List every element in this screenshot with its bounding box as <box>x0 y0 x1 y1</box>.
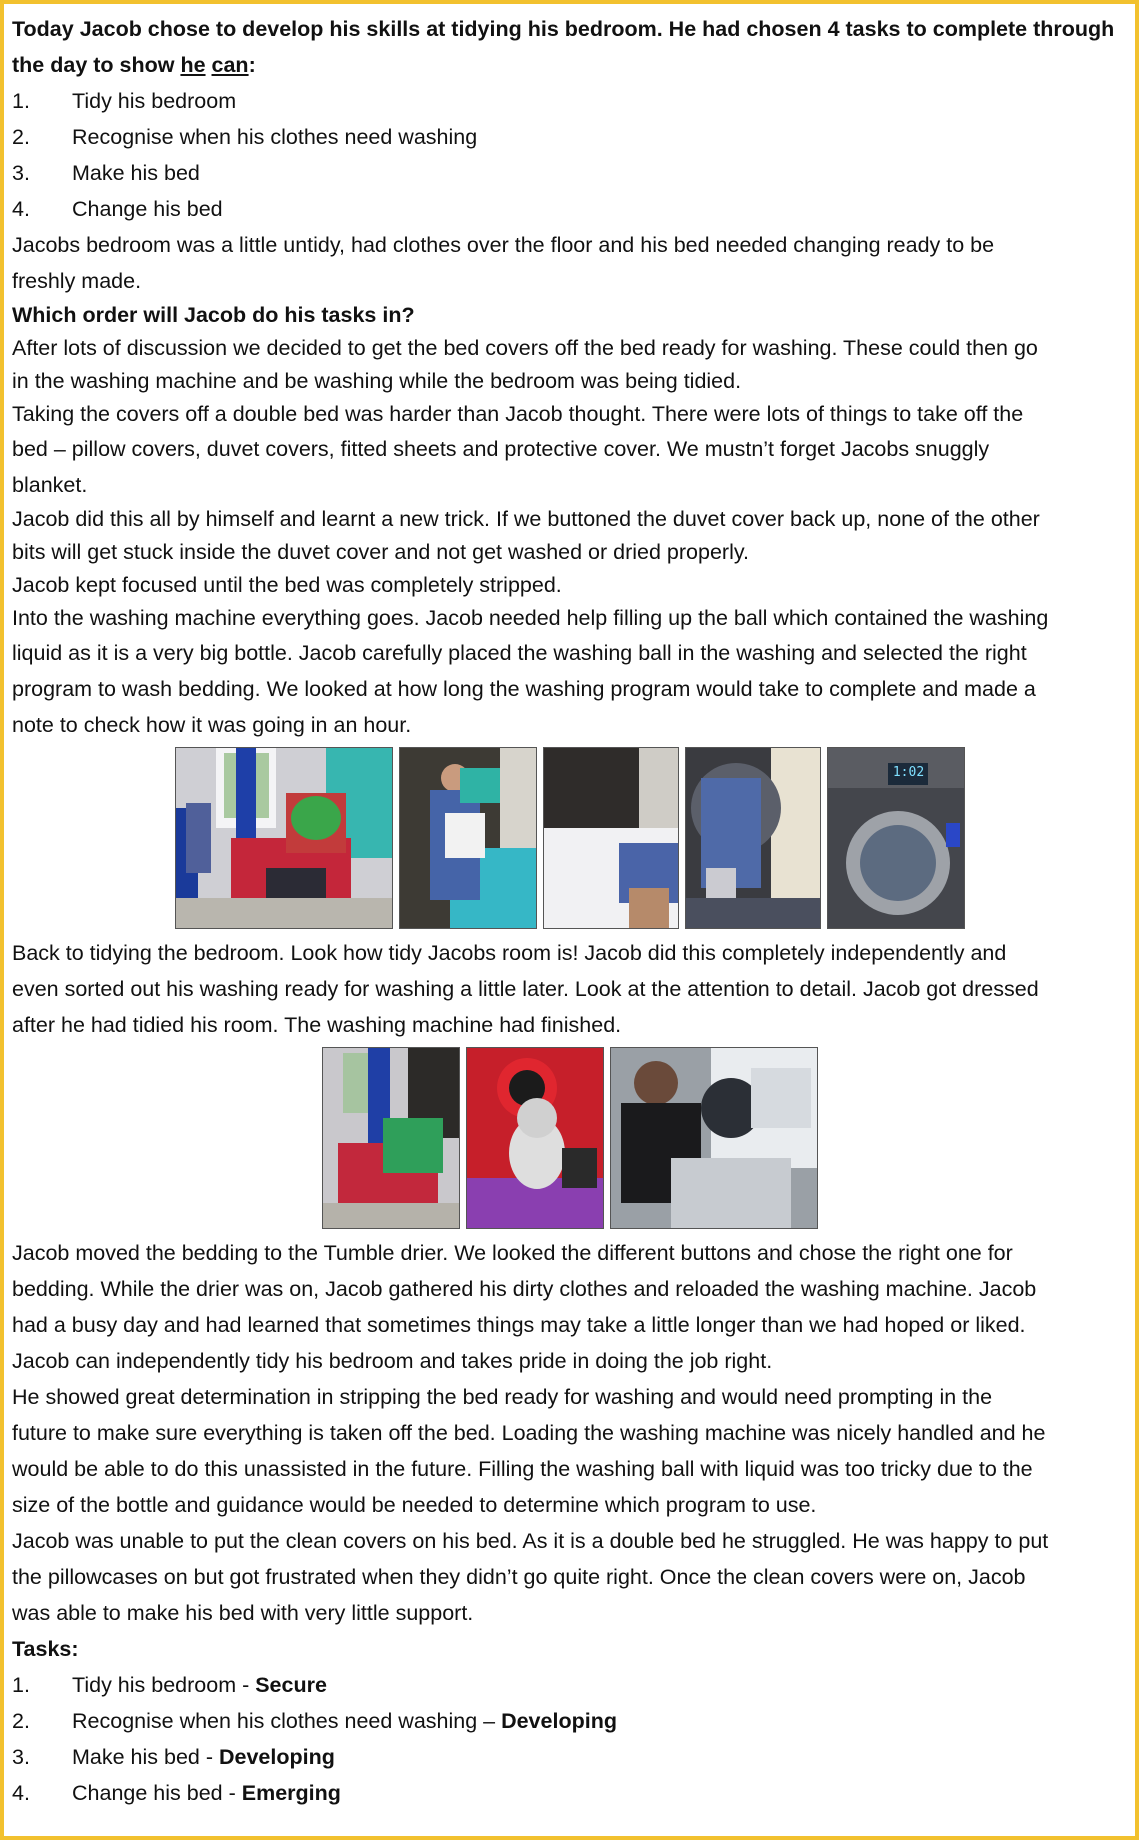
result-level: Developing <box>218 1745 335 1769</box>
paragraph-line: Taking the covers off a double bed was harder than Jacob thought. There were lots of things to take off the <box>12 402 1024 426</box>
paragraph-line: bedding. While the drier was on, Jacob gathered his dirty clothes and reloaded the washing machine. Jacob <box>12 1277 1037 1301</box>
paragraph-line: Back to tidying the bedroom. Look how tidy Jacobs room is! Jacob did this completely independently and <box>12 941 1007 965</box>
paragraph-line: After lots of discussion we decided to get the bed covers off the bed ready for washing. These could then go <box>12 336 1038 360</box>
paragraph-line: would be able to do this unassisted in the future. Filling the washing ball with liquid was too tricky due to the <box>12 1457 1033 1481</box>
intro-text: the day to show <box>12 53 181 77</box>
task-number: 3. <box>12 161 30 185</box>
underlined-can: can <box>211 53 249 77</box>
intro-colon: : <box>248 53 256 77</box>
paragraph-line: program to wash bedding. We looked at how long the washing program would take to complete and made a <box>12 677 1036 701</box>
paragraph-line: after he had tidied his room. The washing machine had finished. <box>12 1013 622 1037</box>
result-text: Recognise when his clothes need washing – <box>72 1709 502 1733</box>
paragraph-line: future to make sure everything is taken off the bed. Loading the washing machine was nicely handled and he <box>12 1421 1046 1445</box>
paragraph-line: the pillowcases on but got frustrated when they didn’t go quite right. Once the clean covers were on, Jacob <box>12 1565 1026 1589</box>
result-item <box>12 1775 1127 1811</box>
paragraph-line: had a busy day and had learned that sometimes things may take a little longer than we had hoped or liked. <box>12 1313 1026 1337</box>
result-number: 1. <box>12 1673 30 1697</box>
order-heading: Which order will Jacob do his tasks in? <box>12 303 415 327</box>
paragraph-line: size of the bottle and guidance would be needed to determine which program to use. <box>12 1493 817 1517</box>
photo-loading-washer <box>685 747 821 929</box>
paragraph-line: Jacob moved the bedding to the Tumble drier. We looked the different buttons and chose the right one for <box>12 1241 1013 1265</box>
task-item <box>12 191 1127 227</box>
task-item <box>12 155 1127 191</box>
task-text: Make his bed <box>72 161 200 185</box>
task-number: 4. <box>12 197 30 221</box>
paragraph-line: Jacob was unable to put the clean covers on his bed. As it is a double bed he struggled. He was happy to put <box>12 1529 1049 1553</box>
task-number: 2. <box>12 125 30 149</box>
photo-tidy-bedroom <box>322 1047 460 1229</box>
result-number: 4. <box>12 1781 30 1805</box>
photo-tumble-drier <box>610 1047 818 1229</box>
photo-jacob-pillow <box>399 747 537 929</box>
paragraph-line: liquid as it is a very big bottle. Jacob carefully placed the washing ball in the washing and selected the right <box>12 641 1027 665</box>
result-item <box>12 1703 1127 1739</box>
result-text: Change his bed - <box>72 1781 242 1805</box>
result-level: Secure <box>255 1673 327 1697</box>
paragraph-line: Jacob kept focused until the bed was completely stripped. <box>12 573 562 597</box>
paragraph-line: Jacob can independently tidy his bedroom and takes pride in doing the job right. <box>12 1349 773 1373</box>
paragraph-line: even sorted out his washing ready for washing a little later. Look at the attention to detail. Jacob got dressed <box>12 977 1039 1001</box>
paragraph-line: Jacobs bedroom was a little untidy, had clothes over the floor and his bed needed changing ready to be <box>12 233 995 257</box>
photo-row-2 <box>12 1047 1127 1229</box>
washer-display: 1:02 <box>892 765 925 780</box>
task-item <box>12 119 1127 155</box>
result-number: 3. <box>12 1745 30 1769</box>
paragraph-line: blanket. <box>12 473 88 497</box>
paragraph-line: bits will get stuck inside the duvet cover and not get washed or dried properly. <box>12 540 749 564</box>
photo-penguin-toy <box>466 1047 604 1229</box>
result-level: Emerging <box>241 1781 341 1805</box>
result-level: Developing <box>501 1709 617 1733</box>
paragraph-line: note to check how it was going in an hour. <box>12 713 412 737</box>
photo-washing-machine <box>827 747 965 929</box>
paragraph-line: bed – pillow covers, duvet covers, fitted sheets and protective cover. We mustn’t forget Jacobs snuggly <box>12 437 990 461</box>
paragraph-line: He showed great determination in stripping the bed ready for washing and would need prompting in the <box>12 1385 993 1409</box>
task-item <box>12 83 1127 119</box>
paragraph-line: freshly made. <box>12 269 142 293</box>
paragraph-line: Jacob did this all by himself and learnt a new trick. If we buttoned the duvet cover back up, none of the other <box>12 507 1040 531</box>
result-item <box>12 1739 1127 1775</box>
task-text: Recognise when his clothes need washing <box>72 125 478 149</box>
result-item <box>12 1667 1127 1703</box>
photo-bedroom-window <box>175 747 393 929</box>
result-text: Tidy his bedroom - <box>72 1673 256 1697</box>
task-text: Change his bed <box>72 197 223 221</box>
paragraph-line: in the washing machine and be washing while the bedroom was being tidied. <box>12 369 742 393</box>
photo-stripped-bed <box>543 747 679 929</box>
paragraph-line: was able to make his bed with very little support. <box>12 1601 474 1625</box>
results-heading: Tasks: <box>12 1637 79 1661</box>
intro-line-2 <box>12 47 1127 83</box>
intro-line-1: Today Jacob chose to develop his skills at tidying his bedroom. He had chosen 4 tasks to complete through <box>12 17 1115 41</box>
task-text: Tidy his bedroom <box>72 89 237 113</box>
task-number: 1. <box>12 89 30 113</box>
result-text: Make his bed - <box>72 1745 219 1769</box>
paragraph-line: Into the washing machine everything goes. Jacob needed help filling up the ball which contained the washing <box>12 606 1049 630</box>
photo-row-1 <box>12 747 1127 929</box>
result-number: 2. <box>12 1709 30 1733</box>
underlined-he: he <box>180 53 206 77</box>
